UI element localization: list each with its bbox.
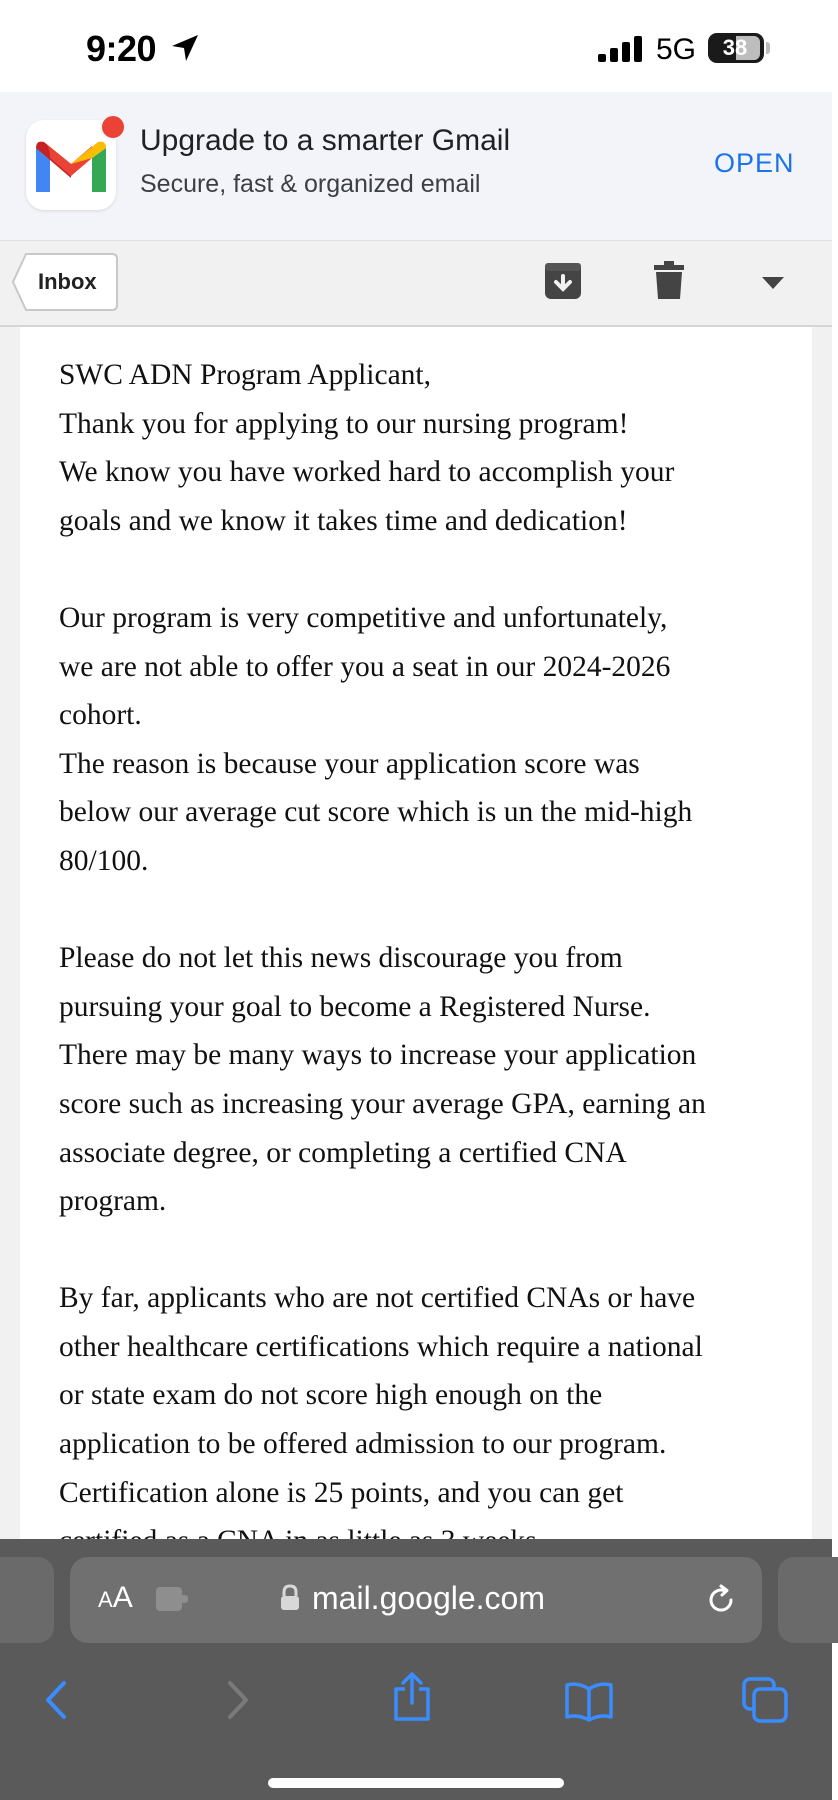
email-line: below our average cut score which is un the mid-high	[59, 796, 693, 829]
back-button-label: Inbox	[38, 269, 97, 294]
email-line: goals and we know it takes time and dedication!	[59, 504, 628, 537]
gmail-app-promo-banner	[0, 92, 832, 242]
email-line: cohort.	[59, 699, 142, 732]
email-line: Please do not let this news discourage you from	[59, 942, 623, 975]
back-to-inbox-button[interactable]	[12, 253, 116, 311]
address-bar[interactable]	[70, 1557, 762, 1643]
lock-icon	[280, 1585, 300, 1611]
email-line: SWC ADN Program Applicant,	[59, 359, 432, 391]
email-line: Certification alone is 25 points, and you can get	[59, 1476, 624, 1509]
tabs-icon[interactable]	[742, 1677, 788, 1723]
email-line: By far, applicants who are not certified CNAs or have	[59, 1282, 696, 1315]
home-indicator	[268, 1778, 564, 1788]
email-line: The reason is because your application score was	[59, 747, 640, 780]
archive-icon[interactable]	[544, 261, 582, 301]
status-bar	[0, 0, 832, 92]
network-type: 5G	[656, 33, 697, 66]
email-body-area	[0, 327, 832, 1539]
promo-title: Upgrade to a smarter Gmail	[140, 124, 511, 157]
battery-cap	[766, 42, 770, 54]
email-line: Thank you for applying to our nursing program!	[59, 407, 629, 440]
battery-level: 38	[722, 35, 748, 60]
notification-dot	[100, 114, 126, 140]
open-app-button[interactable]: OPEN	[714, 148, 795, 178]
email-line: pursuing your goal to become a Registered Nurse.	[59, 990, 651, 1023]
email-line: Our program is very competitive and unfortunately,	[59, 601, 668, 634]
browser-navigation	[0, 1669, 832, 1739]
mail-toolbar	[0, 241, 832, 327]
email-message	[59, 351, 819, 1566]
back-chevron-icon[interactable]	[42, 1679, 70, 1721]
email-line: 80/100.	[59, 844, 149, 877]
extension-icon[interactable]	[156, 1587, 190, 1611]
previous-tab-preview[interactable]	[0, 1557, 54, 1643]
next-tab-preview[interactable]	[778, 1557, 838, 1643]
email-line: associate degree, or completing a certified CNA	[59, 1136, 627, 1169]
email-line: application to be offered admission to our program.	[59, 1428, 667, 1461]
promo-subtitle: Secure, fast & organized email	[140, 170, 481, 198]
page-settings-button[interactable]: AA	[98, 1581, 133, 1614]
email-line: There may be many ways to increase your application	[59, 1039, 697, 1072]
more-dropdown-icon[interactable]	[762, 277, 784, 289]
forward-chevron-icon[interactable]	[224, 1679, 252, 1721]
delete-trash-icon[interactable]	[654, 261, 684, 301]
email-line: score such as increasing your average GPA, earning an	[59, 1087, 706, 1120]
url-text: mail.google.com	[312, 1580, 545, 1616]
browser-bottom-bar	[0, 1539, 832, 1800]
status-time: 9:20	[86, 28, 157, 69]
location-arrow-icon	[170, 33, 200, 63]
cellular-signal-icon	[598, 36, 646, 62]
email-line: other healthcare certifications which require a national	[59, 1330, 703, 1363]
bookmarks-icon[interactable]	[564, 1681, 614, 1721]
share-icon[interactable]	[392, 1671, 432, 1721]
email-line: or state exam do not score high enough on the	[59, 1379, 603, 1412]
email-line: we are not able to offer you a seat in our 2024-2026	[59, 650, 671, 683]
battery-icon	[708, 33, 764, 63]
email-line: We know you have worked hard to accomplish your	[59, 456, 675, 489]
email-content-card	[20, 327, 812, 1627]
email-line: program.	[59, 1185, 167, 1218]
reload-icon[interactable]	[704, 1583, 738, 1617]
